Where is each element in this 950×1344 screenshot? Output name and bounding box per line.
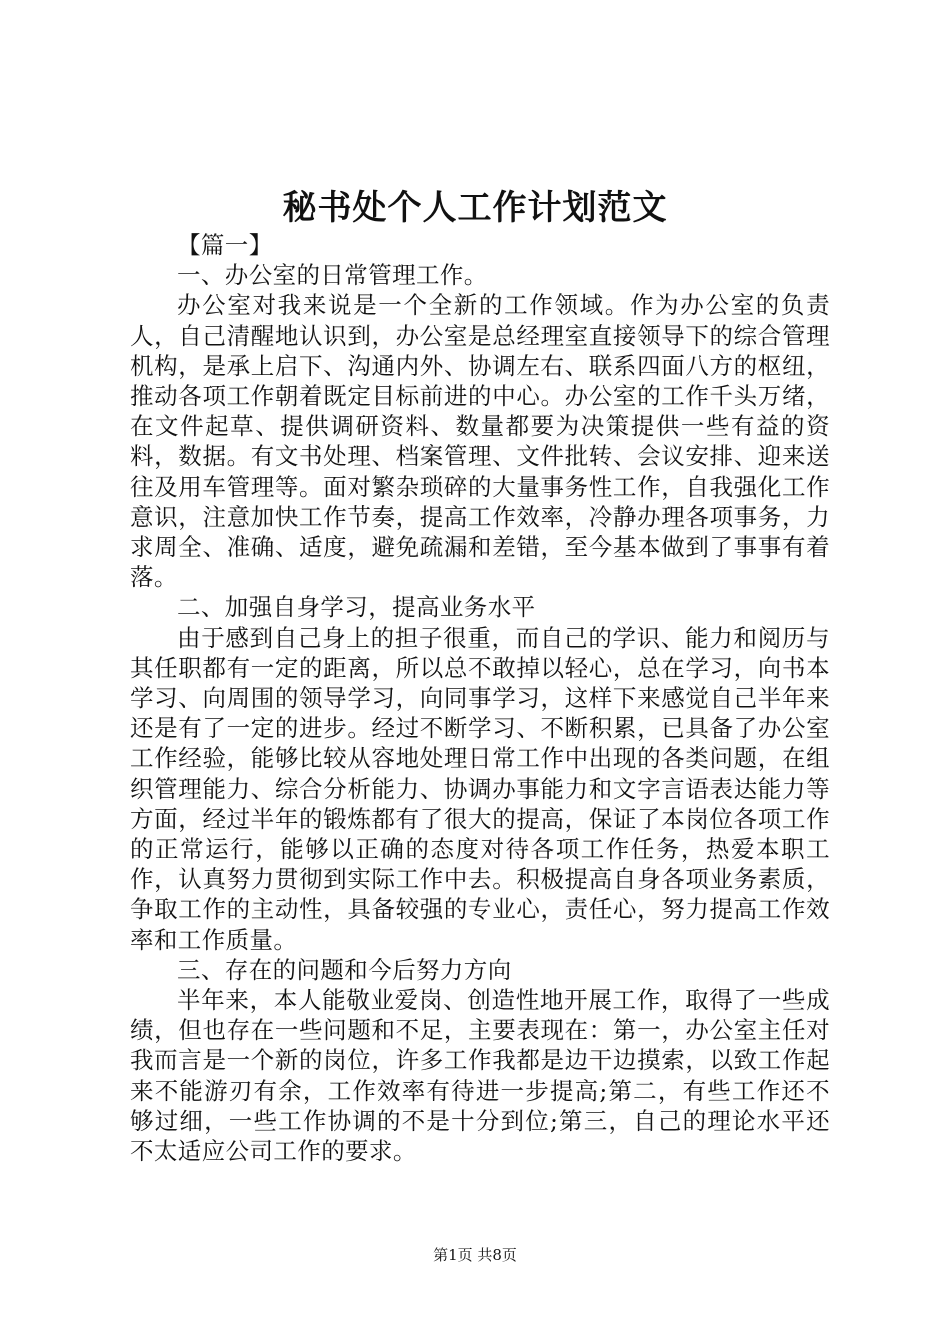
heading-3: 三、存在的问题和今后努力方向 [177, 955, 512, 984]
document-title: 秘书处个人工作计划范文 [282, 188, 668, 228]
document-body [130, 230, 830, 1166]
paragraph-1: 办公室对我来说是一个全新的工作领域。作为办公室的负责人，自己清醒地认识到，办公室是总经理室直接领导下的综合管理机构，是承上启下、沟通内外、协调左右、联系四面八方的枢纽，推动各项工作朝着既定目标前进的中心。办公室的工作千头万绪，在文件起草、提供调研资料、数量都要为决策提供一些有益的资料，数据。有文书处理、档案管理、文件批转、会议安排、迎来送往及用车管理等。面对繁杂琐碎的大量事务性工作，自我强化工作意识，注意加快工作节奏，提高工作效率，冷静办理各项事务，力求周全、准确、适度，避免疏漏和差错，至今基本做到了事事有着落。 [130, 291, 830, 592]
section-tag: 【篇一】 [177, 231, 273, 259]
page-number-footer: 第1页 共8页 [433, 1246, 517, 1264]
paragraph-3: 半年来，本人能敬业爱岗、创造性地开展工作，取得了一些成绩，但也存在一些问题和不足，主要表现在：第一，办公室主任对我而言是一个新的岗位，许多工作我都是边干边摸索，以致工作起来不能游刃有余，工作效率有待进一步提高;第二，有些工作还不够过细，一些工作协调的不是十分到位;第三，自己的理论水平还不太适应公司工作的要求。 [130, 986, 830, 1166]
paragraph-2: 由于感到自己身上的担子很重，而自己的学识、能力和阅历与其任职都有一定的距离，所以总不敢掉以轻心，总在学习，向书本学习、向周围的领导学习，向同事学习，这样下来感觉自己半年来还是有了一定的进步。经过不断学习、不断积累，已具备了办公室工作经验，能够比较从容地处理日常工作中出现的各类问题，在组织管理能力、综合分析能力、协调办事能力和文字言语表达能力等方面，经过半年的锻炼都有了很大的提高，保证了本岗位各项工作的正常运行，能够以正确的态度对待各项工作任务，热爱本职工作，认真努力贯彻到实际工作中去。积极提高自身各项业务素质，争取工作的主动性，具备较强的专业心，责任心，努力提高工作效率和工作质量。 [130, 623, 830, 954]
heading-1: 一、办公室的日常管理工作。 [177, 261, 488, 290]
heading-2: 二、加强自身学习，提高业务水平 [177, 593, 536, 622]
